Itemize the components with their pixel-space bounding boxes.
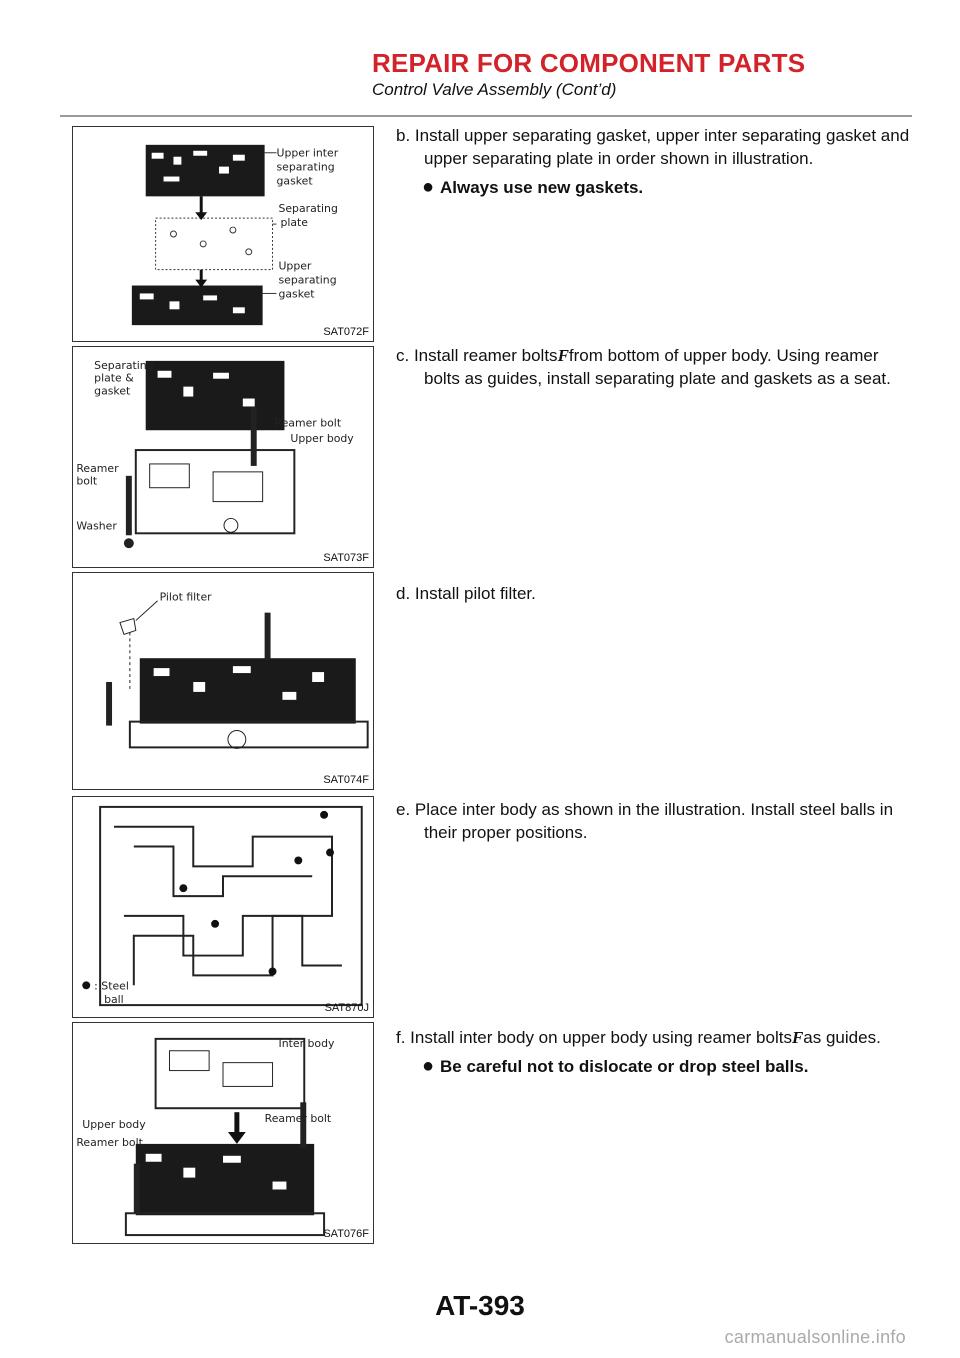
figure-sat073f: [72, 346, 374, 568]
label-upper-inter: Upper inter: [276, 146, 339, 160]
figure-sat074f: [72, 572, 374, 790]
f-badge-icon: F: [791, 1028, 804, 1047]
figure-labels: [73, 347, 373, 567]
label-upper: Upper: [278, 259, 312, 273]
step-text-a: c. Install reamer bolts: [396, 346, 558, 365]
step-text: [396, 344, 912, 390]
label-separating: Separating: [94, 358, 154, 372]
label-upper-body: Upper body: [290, 432, 354, 446]
label-separating-plate: Separating: [278, 202, 338, 216]
label-bolt: bolt: [76, 474, 98, 488]
step-text: [396, 1026, 912, 1049]
figure-labels: [73, 1023, 373, 1243]
label-gasket-2: gasket: [278, 287, 315, 301]
watermark-link[interactable]: carmanualsonline.info: [724, 1327, 906, 1347]
label-upper-body: Upper body: [82, 1118, 146, 1132]
step-text: e. Place inter body as shown in the illustration. Install steel balls in their proper positions.: [396, 800, 894, 842]
page-title: REPAIR FOR COMPONENT PARTS: [372, 48, 806, 78]
step-b: [396, 124, 912, 199]
step-text-b: from bottom of upper body. Using reamer bolts as guides, install separating plate and gaskets as a seat.: [424, 346, 891, 388]
bullet-dot-icon: ●: [422, 176, 435, 198]
step-text: d. Install pilot filter.: [396, 584, 536, 603]
label-plate: plate: [280, 216, 309, 230]
figure-id: SAT074F: [323, 774, 369, 786]
figure-id: SAT076F: [323, 1228, 369, 1240]
figure-sat870j: [72, 796, 374, 1018]
figure-id: SAT870J: [324, 1002, 369, 1014]
step-text: b. Install upper separating gasket, upper inter separating gasket and upper separating plate in order shown in illustration.: [396, 126, 910, 168]
figure-labels: [73, 573, 373, 789]
bullet-text: Be careful not to dislocate or drop steel balls.: [440, 1057, 809, 1076]
label-reamer-bolt: Reamer bolt: [274, 416, 342, 430]
figure-sat076f: [72, 1022, 374, 1244]
figure-labels: [73, 797, 373, 1017]
step-text-a: f. Install inter body on upper body using reamer bolts: [396, 1028, 792, 1047]
label-reamer-bolt-2: Reamer bolt: [76, 1135, 143, 1149]
step-bullet: [396, 1055, 912, 1078]
bullet-dot-icon: ●: [422, 1055, 435, 1077]
f-badge-icon: F: [557, 346, 569, 365]
figure-id: SAT072F: [323, 326, 369, 338]
label-gasket: gasket: [94, 384, 131, 398]
page-number: AT-393: [435, 1290, 525, 1321]
step-f: [396, 1026, 912, 1078]
figure-sat072f: [72, 126, 374, 342]
label-inter-body: Inter body: [278, 1036, 335, 1050]
label-washer: Washer: [76, 519, 117, 533]
label-steel: : Steel: [94, 979, 129, 993]
step-text-b: as guides.: [803, 1028, 881, 1047]
step-d: [396, 582, 912, 611]
step-e: [396, 798, 912, 850]
label-plate-and: plate &: [94, 371, 134, 385]
label-ball: ball: [104, 993, 124, 1007]
page-subtitle: Control Valve Assembly (Cont’d): [372, 80, 617, 99]
label-reamer-bolt: Reamer bolt: [264, 1112, 332, 1126]
bullet-text: Always use new gaskets.: [440, 178, 644, 197]
label-pilot-filter: Pilot filter: [159, 590, 212, 604]
label-separating-2: separating: [278, 273, 337, 287]
step-c: [396, 344, 912, 396]
label-separating: separating: [276, 160, 335, 174]
page-header: [372, 48, 912, 100]
figure-id: SAT073F: [323, 552, 369, 564]
label-reamer: Reamer: [76, 461, 119, 475]
step-bullet: [396, 176, 912, 199]
header-rule: [60, 115, 912, 117]
label-gasket: gasket: [276, 174, 313, 188]
figure-labels: [73, 127, 373, 341]
